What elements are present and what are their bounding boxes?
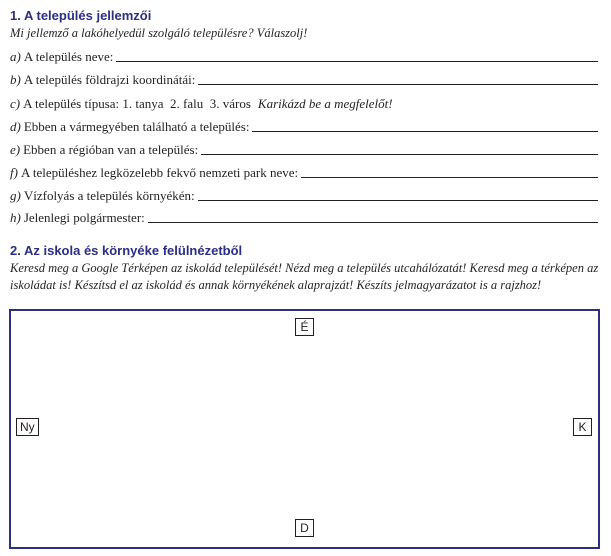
section-2-title: 2. Az iskola és környéke felülnézetből (10, 243, 243, 258)
answer-line-d[interactable] (252, 131, 598, 132)
question-c (10, 94, 598, 112)
question-h-letter: h) (10, 210, 21, 225)
question-c-hint: Karikázd be a megfelelőt! (257, 96, 393, 111)
drawing-area[interactable] (9, 309, 600, 549)
question-a-label: A település neve: (23, 49, 114, 64)
question-h-label: Jelenlegi polgármester: (23, 210, 145, 225)
question-b (10, 70, 598, 88)
question-g-label: Vízfolyás a település környékén: (23, 188, 195, 203)
answer-line-g[interactable] (198, 200, 598, 201)
answer-line-h[interactable] (148, 222, 598, 223)
question-h (10, 208, 598, 226)
question-f-label: A településhez legközelebb fekvő nemzeti park neve: (20, 165, 299, 180)
question-b-letter: b) (10, 72, 21, 87)
question-d (10, 117, 598, 135)
question-b-label: A település földrajzi koordinátái: (23, 72, 196, 87)
question-f-letter: f) (10, 165, 18, 180)
question-a-letter: a) (10, 49, 21, 64)
question-e (10, 140, 598, 158)
answer-line-a[interactable] (116, 61, 598, 62)
question-e-label: Ebben a régióban van a település: (23, 142, 199, 157)
section-1-intro: Mi jellemző a lakóhelyedül szolgáló településre? Válaszolj! (10, 26, 308, 40)
compass-east: K (573, 418, 592, 436)
answer-line-e[interactable] (201, 154, 598, 155)
question-g (10, 186, 598, 204)
question-g-letter: g) (10, 188, 21, 203)
answer-line-f[interactable] (301, 177, 598, 178)
answer-line-b[interactable] (198, 84, 598, 85)
section-1-title: 1. A település jellemzői (10, 8, 152, 23)
compass-south: D (295, 519, 314, 537)
question-c-label[interactable]: A település típusa: 1. tanya 2. falu 3. város (23, 96, 251, 111)
question-d-label: Ebben a vármegyében található a település: (23, 119, 250, 134)
question-a (10, 47, 598, 65)
question-c-letter: c) (10, 96, 21, 111)
compass-west: Ny (16, 418, 39, 436)
question-e-letter: e) (10, 142, 21, 157)
question-d-letter: d) (10, 119, 21, 134)
compass-north: É (295, 318, 314, 336)
question-f (10, 163, 598, 181)
section-2-intro: Keresd meg a Google Térképen az iskolád települését! Nézd meg a település utcahálózatát! Keresd meg a térképen az iskoládat is! Készítsd el az iskolád és annak környékének alaprajzát! Készíts jelmagyarázatot is a rajzhoz! (10, 261, 599, 292)
